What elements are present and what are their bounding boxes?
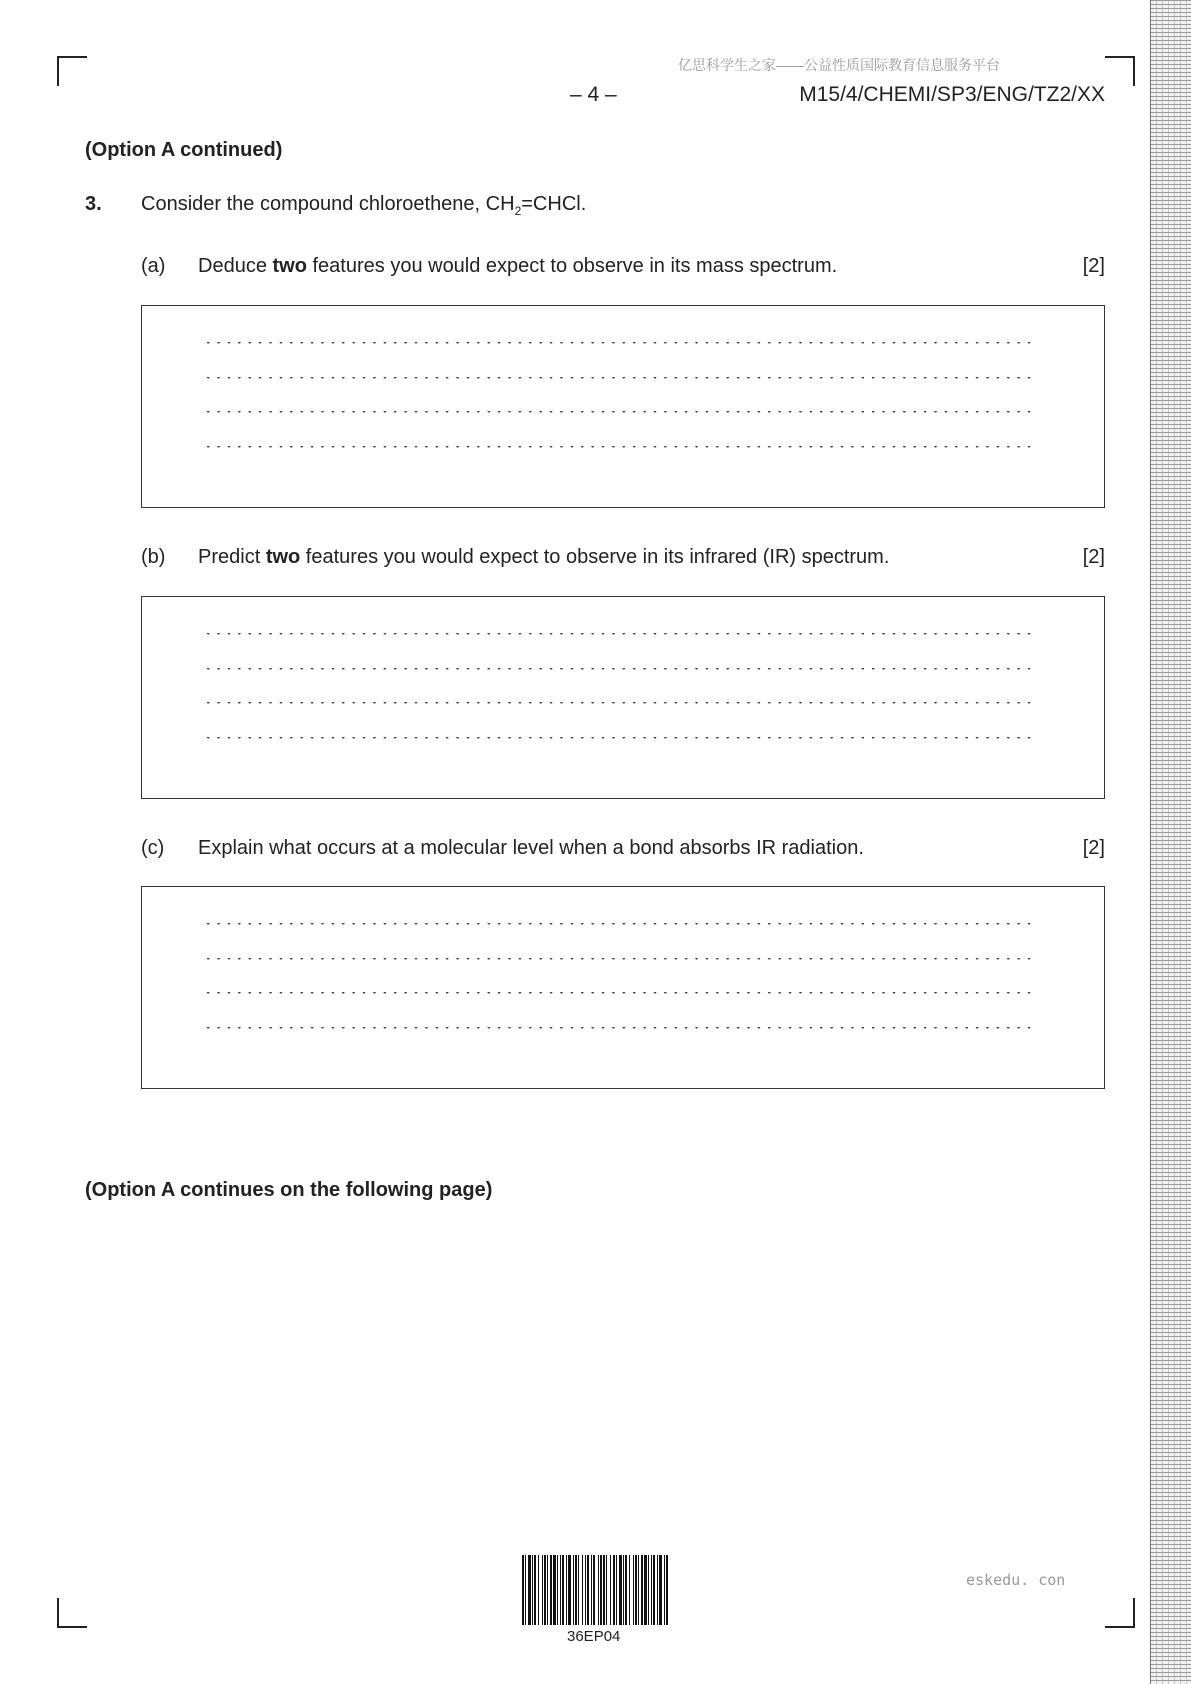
barcode-bar	[562, 1555, 564, 1625]
barcode-bar	[606, 1555, 607, 1625]
barcode-bar	[633, 1555, 634, 1625]
paper-code: M15/4/CHEMI/SP3/ENG/TZ2/XX	[799, 83, 1105, 106]
part-b-text-bold: two	[265, 546, 301, 568]
barcode-bar	[651, 1555, 652, 1625]
part-a-text-after: features you would expect to observe in its mass spectrum.	[306, 255, 838, 277]
barcode-bar	[619, 1555, 622, 1625]
answer-line[interactable]	[203, 958, 1038, 962]
barcode-bar	[547, 1555, 548, 1625]
continues-note: (Option A continues on the following page)	[85, 1179, 493, 1201]
header-watermark: 亿思科学生之家——公益性质国际教育信息服务平台	[678, 57, 1000, 73]
answer-box-a[interactable]	[141, 305, 1105, 508]
crop-mark-top-left	[57, 56, 87, 86]
answer-line[interactable]	[203, 633, 1038, 637]
crop-mark-top-right	[1105, 56, 1135, 86]
barcode-bar	[598, 1555, 599, 1625]
part-c-marks: [2]	[1082, 837, 1105, 859]
barcode-bar	[635, 1555, 637, 1625]
barcode-bar	[582, 1555, 583, 1625]
barcode-bar	[557, 1555, 558, 1625]
barcode-code: 36EP04	[567, 1628, 621, 1645]
part-a-text-bold: two	[272, 255, 307, 277]
barcode-bar	[616, 1555, 617, 1625]
barcode-bar	[587, 1555, 589, 1625]
part-b-text-after: features you would expect to observe in its infrared (IR) spectrum.	[300, 546, 890, 568]
barcode-bar	[629, 1555, 630, 1625]
barcode-bar	[550, 1555, 552, 1625]
part-b-marks: [2]	[1082, 546, 1105, 568]
barcode-bar	[625, 1555, 627, 1625]
answer-line[interactable]	[203, 702, 1038, 706]
answer-line[interactable]	[203, 446, 1038, 450]
answer-line[interactable]	[203, 377, 1038, 381]
crop-mark-bottom-left	[57, 1598, 87, 1628]
barcode-bar	[575, 1555, 577, 1625]
barcode-bar	[610, 1555, 611, 1625]
barcode-bar	[659, 1555, 662, 1625]
question-text	[141, 193, 586, 218]
question-text-before: Consider the compound chloroethene, CH	[141, 193, 515, 215]
question-text-after: =CHCl.	[521, 193, 587, 215]
barcode-bar	[553, 1555, 556, 1625]
barcode-bar	[528, 1555, 531, 1625]
barcode-bar	[568, 1555, 571, 1625]
barcode-bar	[566, 1555, 567, 1625]
barcode-bar	[666, 1555, 668, 1625]
barcode-bar	[613, 1555, 615, 1625]
barcode-bar	[644, 1555, 647, 1625]
barcode-bar	[578, 1555, 579, 1625]
part-c-text	[198, 837, 864, 860]
part-c-label: (c)	[141, 837, 165, 859]
barcode-bar	[544, 1555, 546, 1625]
part-b-label: (b)	[141, 546, 166, 568]
barcode-bar	[664, 1555, 665, 1625]
answer-line[interactable]	[203, 1027, 1038, 1031]
answer-line[interactable]	[203, 411, 1038, 415]
barcode-bar	[522, 1555, 524, 1625]
page-number: – 4 –	[570, 83, 617, 106]
barcode-bar	[591, 1555, 592, 1625]
question-number: 3.	[85, 193, 102, 215]
option-heading: (Option A continued)	[85, 139, 283, 161]
question-subscript: 2	[514, 204, 522, 218]
part-a-text-before: Deduce	[198, 255, 273, 277]
barcode-bar	[653, 1555, 655, 1625]
answer-line[interactable]	[203, 923, 1038, 927]
part-c-text-after: Explain what occurs at a molecular level when a bond absorbs IR radiation.	[198, 837, 864, 859]
barcode-bar	[638, 1555, 639, 1625]
barcode-bar	[532, 1555, 533, 1625]
barcode-graphic	[522, 1555, 668, 1625]
barcode-bar	[573, 1555, 574, 1625]
answer-line[interactable]	[203, 342, 1038, 346]
part-b-text-before: Predict	[198, 546, 266, 568]
barcode-bar	[623, 1555, 624, 1625]
margin-hatching	[1150, 0, 1191, 1684]
barcode-bar	[641, 1555, 643, 1625]
answer-line[interactable]	[203, 737, 1038, 741]
part-a-text	[198, 255, 837, 278]
crop-mark-bottom-right	[1105, 1598, 1135, 1628]
part-a-marks: [2]	[1082, 255, 1105, 277]
answer-line[interactable]	[203, 668, 1038, 672]
barcode-bar	[542, 1555, 543, 1625]
part-b-text	[198, 546, 889, 569]
barcode-bar	[648, 1555, 649, 1625]
barcode-bar	[600, 1555, 602, 1625]
barcode-bar	[657, 1555, 658, 1625]
part-a-label: (a)	[141, 255, 166, 277]
barcode-bar	[534, 1555, 536, 1625]
answer-line[interactable]	[203, 992, 1038, 996]
barcode-bar	[585, 1555, 586, 1625]
answer-box-c[interactable]	[141, 886, 1105, 1089]
footer-site: eskedu. con	[966, 1571, 1066, 1589]
barcode-bar	[560, 1555, 561, 1625]
barcode-bar	[525, 1555, 526, 1625]
barcode-bar	[593, 1555, 595, 1625]
barcode-bar	[603, 1555, 605, 1625]
answer-box-b[interactable]	[141, 596, 1105, 799]
barcode-bar	[538, 1555, 539, 1625]
